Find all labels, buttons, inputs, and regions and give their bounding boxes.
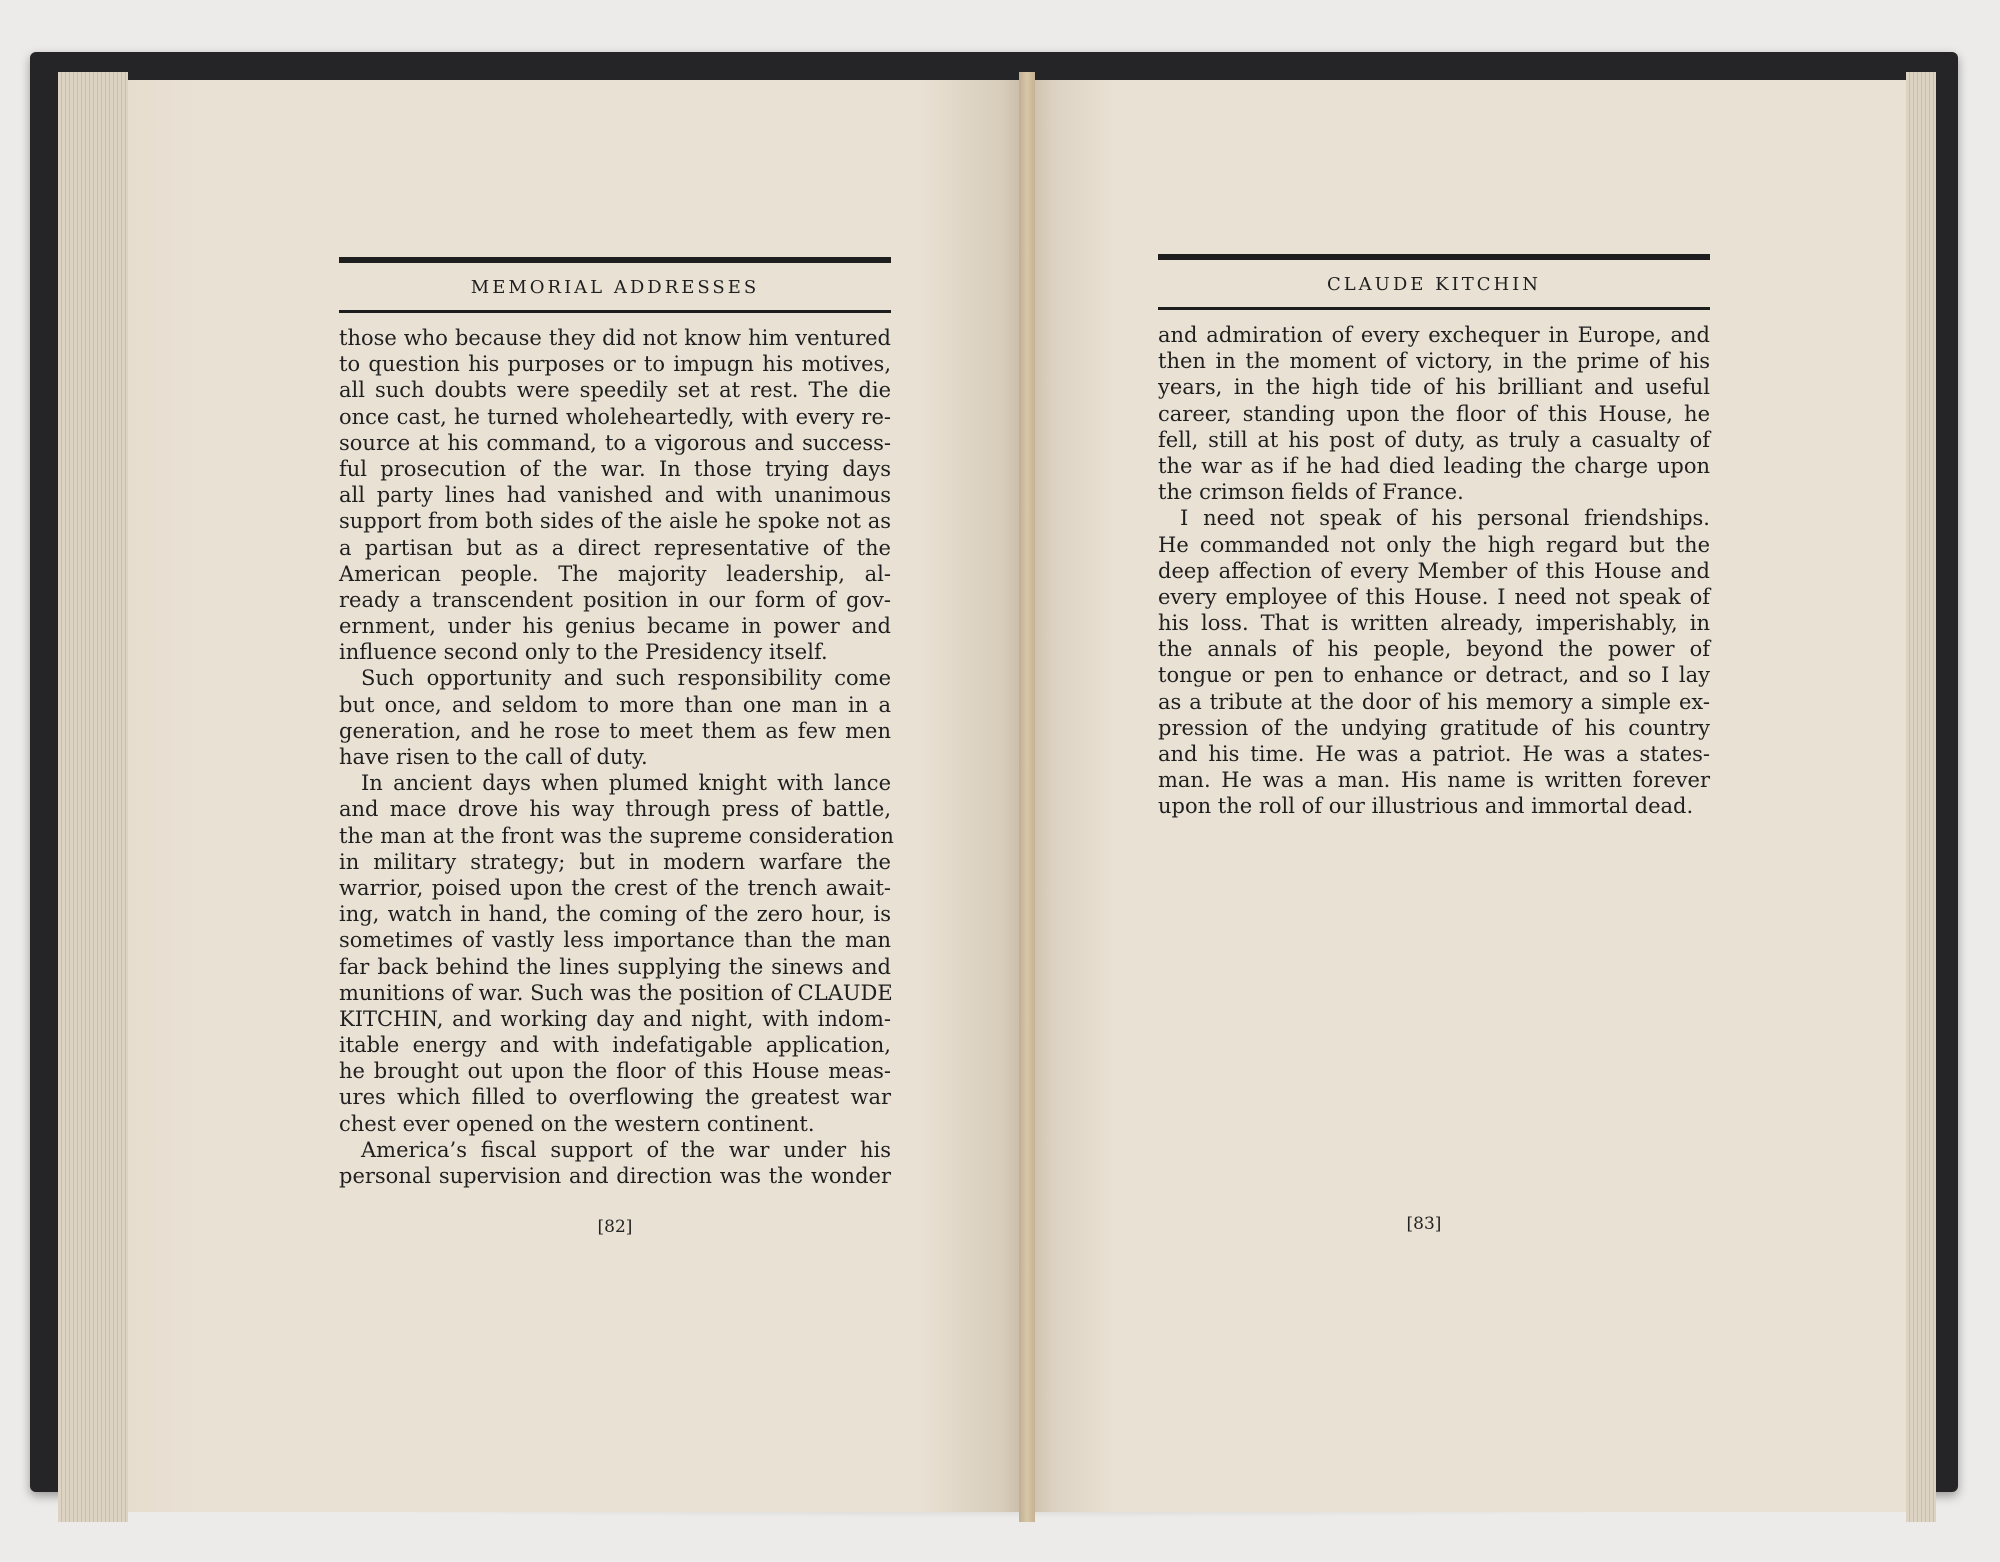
text-line: in military strategy; but in modern warfare the xyxy=(339,849,891,874)
head-rule-bottom xyxy=(1158,307,1710,310)
text-line: as a tribute at the door of his memory a simple ex- xyxy=(1158,689,1710,714)
text-line: and admiration of every exchequer in Europe, and xyxy=(1158,323,1710,347)
text-line: he brought out upon the floor of this House meas- xyxy=(339,1059,891,1084)
text-line: have risen to the call of duty. xyxy=(339,745,648,769)
text-line: years, in the high tide of his brilliant and useful xyxy=(1158,375,1710,400)
running-head-right: CLAUDE KITCHIN xyxy=(1326,274,1542,295)
right-page-edges xyxy=(1906,72,1936,1522)
text-line: ing, watch in hand, the coming of the zero hour, is xyxy=(339,902,891,927)
text-line: itable energy and with indefatigable application, xyxy=(339,1033,891,1058)
text-line: the annals of his people, beyond the power of xyxy=(1158,637,1710,662)
text-line: far back behind the lines supplying the sinews and xyxy=(339,954,891,979)
text-line: and his time. He was a patriot. He was a states- xyxy=(1158,742,1710,766)
text-line: I need not speak of his personal friendships. xyxy=(1180,506,1710,531)
head-rule-top xyxy=(339,257,891,263)
text-line: tongue or pen to enhance or detract, and so I lay xyxy=(1158,663,1710,688)
text-line: In ancient days when plumed knight with lance xyxy=(361,771,891,796)
text-line: ernment, under his genius became in power and xyxy=(339,614,891,639)
text-line: those who because they did not know him ventured xyxy=(339,326,891,350)
text-line: ful prosecution of the war. In those trying days xyxy=(339,456,891,481)
text-line: all party lines had vanished and with unanimous xyxy=(339,483,891,508)
text-line: to question his purposes or to impugn his motives, xyxy=(339,352,891,377)
head-rule-top xyxy=(1158,254,1710,260)
text-line: pression of the undying gratitude of his country xyxy=(1158,715,1710,740)
text-line: sometimes of vastly less importance than the man xyxy=(339,928,891,953)
text-line: support from both sides of the aisle he spoke not as xyxy=(339,509,891,534)
right-text-block xyxy=(1158,254,1710,820)
book-gutter xyxy=(1019,72,1035,1522)
text-line: chest ever opened on the western continent. xyxy=(339,1111,815,1136)
page-number-left: [82] xyxy=(597,1217,633,1237)
text-line: upon the roll of our illustrious and immortal dead. xyxy=(1158,794,1694,819)
text-line: source at his command, to a vigorous and success- xyxy=(339,430,891,455)
text-line: the war as if he had died leading the charge upon xyxy=(1158,453,1710,478)
text-line: the man at the front was the supreme consideration xyxy=(339,823,894,848)
text-line: KITCHIN, and working day and night, with indom- xyxy=(339,1006,891,1031)
text-line: once cast, he turned wholeheartedly, with every re- xyxy=(339,404,891,429)
running-head-left: MEMORIAL ADDRESSES xyxy=(470,277,760,298)
text-line: then in the moment of victory, in the prime of his xyxy=(1158,349,1710,374)
text-line: ready a transcendent position in our form of gov- xyxy=(339,587,891,612)
text-line: a partisan but as a direct representative of the xyxy=(339,535,891,560)
page-number-right: [83] xyxy=(1406,1214,1442,1234)
text-line: generation, and he rose to meet them as few men xyxy=(339,718,891,743)
text-line: personal supervision and direction was the wonder xyxy=(339,1164,891,1188)
text-line: influence second only to the Presidency itself. xyxy=(339,640,828,665)
text-line: the crimson fields of France. xyxy=(1158,480,1464,505)
text-line: every employee of this House. I need not speak of xyxy=(1158,584,1710,609)
text-line: ures which filled to overflowing the greatest war xyxy=(339,1085,891,1110)
right-body-text xyxy=(1158,322,1710,820)
text-line: his loss. That is written already, imperishably, in xyxy=(1158,611,1710,636)
left-text-block xyxy=(339,257,894,1189)
text-line: man. He was a man. His name is written forever xyxy=(1158,768,1710,793)
text-line: American people. The majority leadership, al- xyxy=(339,561,891,586)
text-line: career, standing upon the floor of this House, he xyxy=(1158,401,1710,426)
text-line: all such doubts were speedily set at rest. The die xyxy=(339,378,891,403)
text-line: munitions of war. Such was the position of CLAUDE xyxy=(339,980,893,1005)
text-line: but once, and seldom to more than one man in a xyxy=(339,692,891,717)
text-line: deep affection of every Member of this House and xyxy=(1158,558,1710,583)
text-line: America’s fiscal support of the war under his xyxy=(361,1137,891,1162)
text-line: warrior, poised upon the crest of the trench await- xyxy=(339,875,891,900)
text-line: and mace drove his way through press of battle, xyxy=(339,797,891,822)
head-rule-bottom xyxy=(339,310,891,313)
text-line: fell, still at his post of duty, as truly a casualty of xyxy=(1158,427,1710,452)
text-line: Such opportunity and such responsibility come xyxy=(361,666,891,691)
text-line: He commanded not only the high regard but the xyxy=(1158,532,1710,557)
left-page-edges xyxy=(58,72,128,1522)
left-body-text xyxy=(339,325,894,1189)
